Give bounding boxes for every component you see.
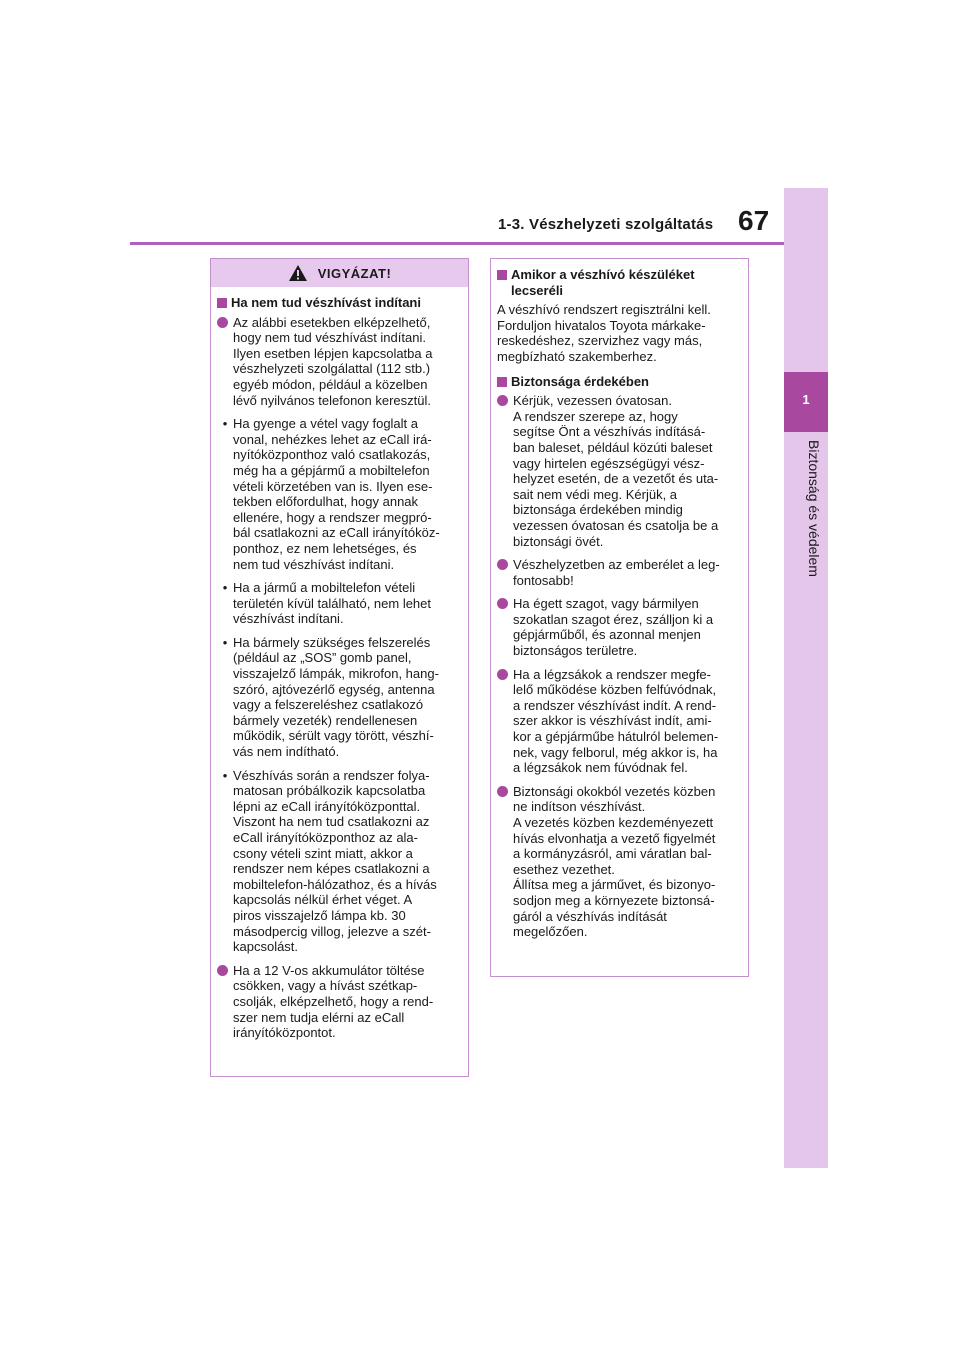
section-heading: [497, 374, 742, 390]
caution-heading: [217, 295, 462, 311]
section-heading-text: Amikor a vészhívó készüléket lecseréli: [511, 267, 695, 298]
list-item: [217, 315, 462, 409]
chapter-number: 1: [802, 392, 810, 407]
circle-bullet-icon: [497, 395, 508, 406]
chapter-side-tab: [784, 188, 828, 1168]
list-item-text: Az alábbi esetekben elképzelhető, hogy nem tud vészhívást indítani. Ilyen esetben lépjen kapcsolatba a vészhelyzeti szolgálattal (112 stb.) egyéb módon, például a közelben lévő nyilvános telefonon keresztül.: [233, 314, 433, 408]
caution-box: [210, 258, 469, 1077]
info-box: [490, 258, 749, 977]
circle-bullet-icon: [497, 559, 508, 570]
list-item: [497, 784, 742, 940]
bullet-icon: •: [222, 580, 228, 596]
circle-bullet-icon: [497, 598, 508, 609]
bullet-icon: •: [222, 416, 228, 432]
section-heading: [497, 267, 742, 298]
circle-bullet-icon: [217, 317, 228, 328]
square-bullet-icon: [217, 298, 227, 308]
list-item: [217, 963, 462, 1041]
list-item: [497, 557, 742, 588]
list-item-text: Ha bármely szükséges felszerelés (például az „SOS” gomb panel, visszajelző lámpák, mikrofon, hang- szóró, ajtóvezérlő egység, antenna vagy a felszereléshez csatlakozó bármely vezeték) rendellenesen működik, sérült vagy törött, vészhí- vás nem indítható.: [233, 634, 439, 760]
section-title: 1-3. Vészhelyzeti szolgáltatás: [498, 216, 714, 233]
section-heading-text: Biztonsága érdekében: [511, 373, 649, 389]
square-bullet-icon: [497, 270, 507, 280]
circle-bullet-icon: [497, 786, 508, 797]
list-item-text: Ha gyenge a vétel vagy foglalt a vonal, nehézkes lehet az eCall irá- nyítóközponthoz való csatlakozás, még ha a gépjármű a mobiltelefon vételi körzetében van is. Ilyen ese- tekben előfordulhat, hogy annak ellenére, hogy a rendszer megpró- bál csatlakozni az eCall irányítóköz- ponthoz, ez nem lehetséges, és nem tud vészhívást indítani.: [233, 416, 440, 572]
caution-label: VIGYÁZAT!: [317, 265, 392, 281]
chapter-label: Biztonság és védelem: [806, 440, 822, 577]
warning-triangle-icon: [288, 264, 308, 282]
list-item: [497, 596, 742, 658]
header-rule: [130, 242, 784, 245]
bullet-icon: •: [222, 767, 228, 783]
list-item: [217, 580, 462, 627]
circle-bullet-icon: [217, 965, 228, 976]
list-item: [217, 416, 462, 572]
list-item-text: Ha a légzsákok a rendszer megfe- lelő működése közben felfúvódnak, a rendszer vészhívást indít. A rend- szer akkor is vészhívást indít, ami- kor a gépjárműbe hátulról belemen- nek, vagy felborul, még akkor is, ha a légzsákok nem fúvódnak fel.: [513, 666, 719, 776]
bullet-icon: •: [222, 634, 228, 650]
list-item-text: Ha égett szagot, vagy bármilyen szokatlan szagot érez, szálljon ki a gépjárműből, és azonnal menjen biztonságos területre.: [513, 596, 714, 659]
list-item: [217, 635, 462, 760]
list-item: [497, 393, 742, 549]
list-item-text: Ha a jármű a mobiltelefon vételi területén kívül található, nem lehet vészhívást indítani.: [233, 580, 432, 627]
list-item: [217, 768, 462, 955]
caution-header: [211, 259, 468, 287]
caution-heading-text: Ha nem tud vészhívást indítani: [231, 295, 421, 310]
list-item-text: Kérjük, vezessen óvatosan. A rendszer szerepe az, hogy segítse Önt a vészhívás indításá- ban baleset, például közúti baleset vagy hirtelen egészségügyi vész- helyzet esetén, de a vezetőt és uta- sait nem védi meg. Kérjük, a biztonsága érdekében mindig vezessen óvatosan és csatolja be a biztonsági övét.: [513, 393, 719, 549]
list-item-text: Ha a 12 V-os akkumulátor töltése csökken, vagy a hívást szétkap- csolják, elképzelhető, hogy a rend- szer nem tudja elérni az eCall irányítóközpontot.: [233, 962, 434, 1041]
square-bullet-icon: [497, 377, 507, 387]
page-number: 67: [738, 205, 770, 236]
list-item-text: Vészhelyzetben az emberélet a leg- fontosabb!: [513, 557, 720, 588]
paragraph: A vészhívó rendszert regisztrálni kell. Forduljon hivatalos Toyota márkake- reskedéshez, szervizhez vagy más, megbízható szakemberhez.: [497, 302, 711, 364]
list-item: [497, 667, 742, 776]
list-item-text: Biztonsági okokból vezetés közben ne indítson vészhívást. A vezetés közben kezdeményezett hívás elvonhatja a vezető figyelmét a kormányzásról, ami váratlan bal- esethez vezethet. Állítsa meg a járművet, és bizonyo- sodjon meg a környezete biztonsá- gáról a vészhívás indítását megelőzően.: [513, 783, 716, 940]
list-item-text: Vészhívás során a rendszer folya- matosan próbálkozik kapcsolatba lépni az eCall irányítóközponttal. Viszont ha nem tud csatlakozni az eCall irányítóközponthoz az ala- csony vételi szint miatt, akkor a rendszer nem képes csatlakozni a mobiltelefon-hálózathoz, és a hívás kapcsolás nélkül érhet véget. A piros visszajelző lámpa kb. 30 másodpercig villog, jelezve a szét- kapcsolást.: [233, 767, 437, 955]
circle-bullet-icon: [497, 669, 508, 680]
